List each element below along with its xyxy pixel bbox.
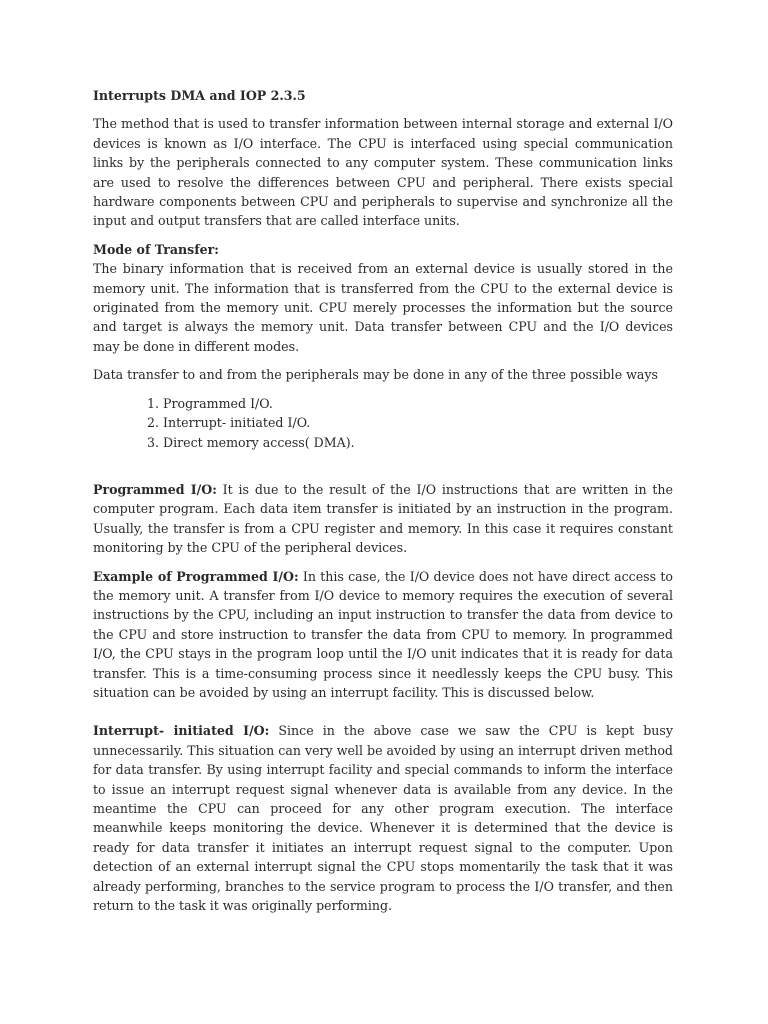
- example-programmed-io-label: Example of Programmed I/O:: [93, 568, 299, 584]
- mode-of-transfer-paragraph: The binary information that is received from an external device is usually stored in the memory unit. The information that is transferred from the CPU to the external device is originated from the memory unit. CPU merely processes the information but the source and target is always the memory unit. Data transfer between CPU and the I/O devices may be done in different modes.: [93, 261, 673, 354]
- list-item: 1. Programmed I/O.: [163, 394, 673, 413]
- document-title: Interrupts DMA and IOP 2.3.5: [93, 88, 306, 103]
- interrupt-initiated-io-paragraph: [93, 721, 673, 915]
- list-item: 3. Direct memory access( DMA).: [163, 433, 673, 452]
- example-programmed-io-text: In this case, the I/O device does not have direct access to the memory unit. A transfer from I/O device to memory requires the execution of several instructions by the CPU, including an input instruction to transfer the data from device to the CPU and store instruction to transfer the data from CPU to memory. In programmed I/O, the CPU stays in the program loop until the I/O unit indicates that it is ready for data transfer. This is a time-consuming process since it needlessly keeps the CPU busy. This situation can be avoided by using an interrupt facility. This is discussed below.: [93, 568, 673, 700]
- intro-paragraph: The method that is used to transfer information between internal storage and external I/O devices is known as I/O interface. The CPU is interfaced using special communication links by the peripherals connected to any computer system. These communication links are used to resolve the differences between CPU and peripheral. There exists special hardware components between CPU and peripherals to supervise and synchronize all the input and output transfers that are called interface units.: [93, 116, 673, 229]
- interrupt-initiated-io-text: Since in the above case we saw the CPU is kept busy unnecessarily. This situation can very well be avoided by using an interrupt driven method for data transfer. By using interrupt facility and special commands to inform the interface to issue an interrupt request signal whenever data is available from any device. In the meantime the CPU can proceed for any other program execution. The interface meanwhile keeps monitoring the device. Whenever it is determined that the device is ready for data transfer it initiates an interrupt request signal to the computer. Upon detection of an external interrupt signal the CPU stops momentarily the task that it was already performing, branches to the service program to process the I/O transfer, and then return to the task it was originally performing.: [93, 723, 673, 914]
- programmed-io-label: Programmed I/O:: [93, 481, 217, 497]
- example-programmed-io-paragraph: [93, 567, 673, 703]
- transfer-ways-list: [93, 394, 673, 452]
- programmed-io-text: It is due to the result of the I/O instructions that are written in the computer program. Each data item transfer is initiated by an instruction in the program. Usually, the transfer is from a CPU register and memory. In this case it requires constant monitoring by the CPU of the peripheral devices.: [93, 481, 673, 556]
- document-page: [93, 86, 673, 915]
- mode-of-transfer-heading: Mode of Transfer:: [93, 241, 219, 257]
- transfer-ways-intro: Data transfer to and from the peripherals may be done in any of the three possible ways: [93, 367, 659, 383]
- interrupt-initiated-io-label: Interrupt- initiated I/O:: [93, 723, 270, 739]
- list-item: 2. Interrupt- initiated I/O.: [163, 413, 673, 432]
- programmed-io-paragraph: [93, 480, 673, 558]
